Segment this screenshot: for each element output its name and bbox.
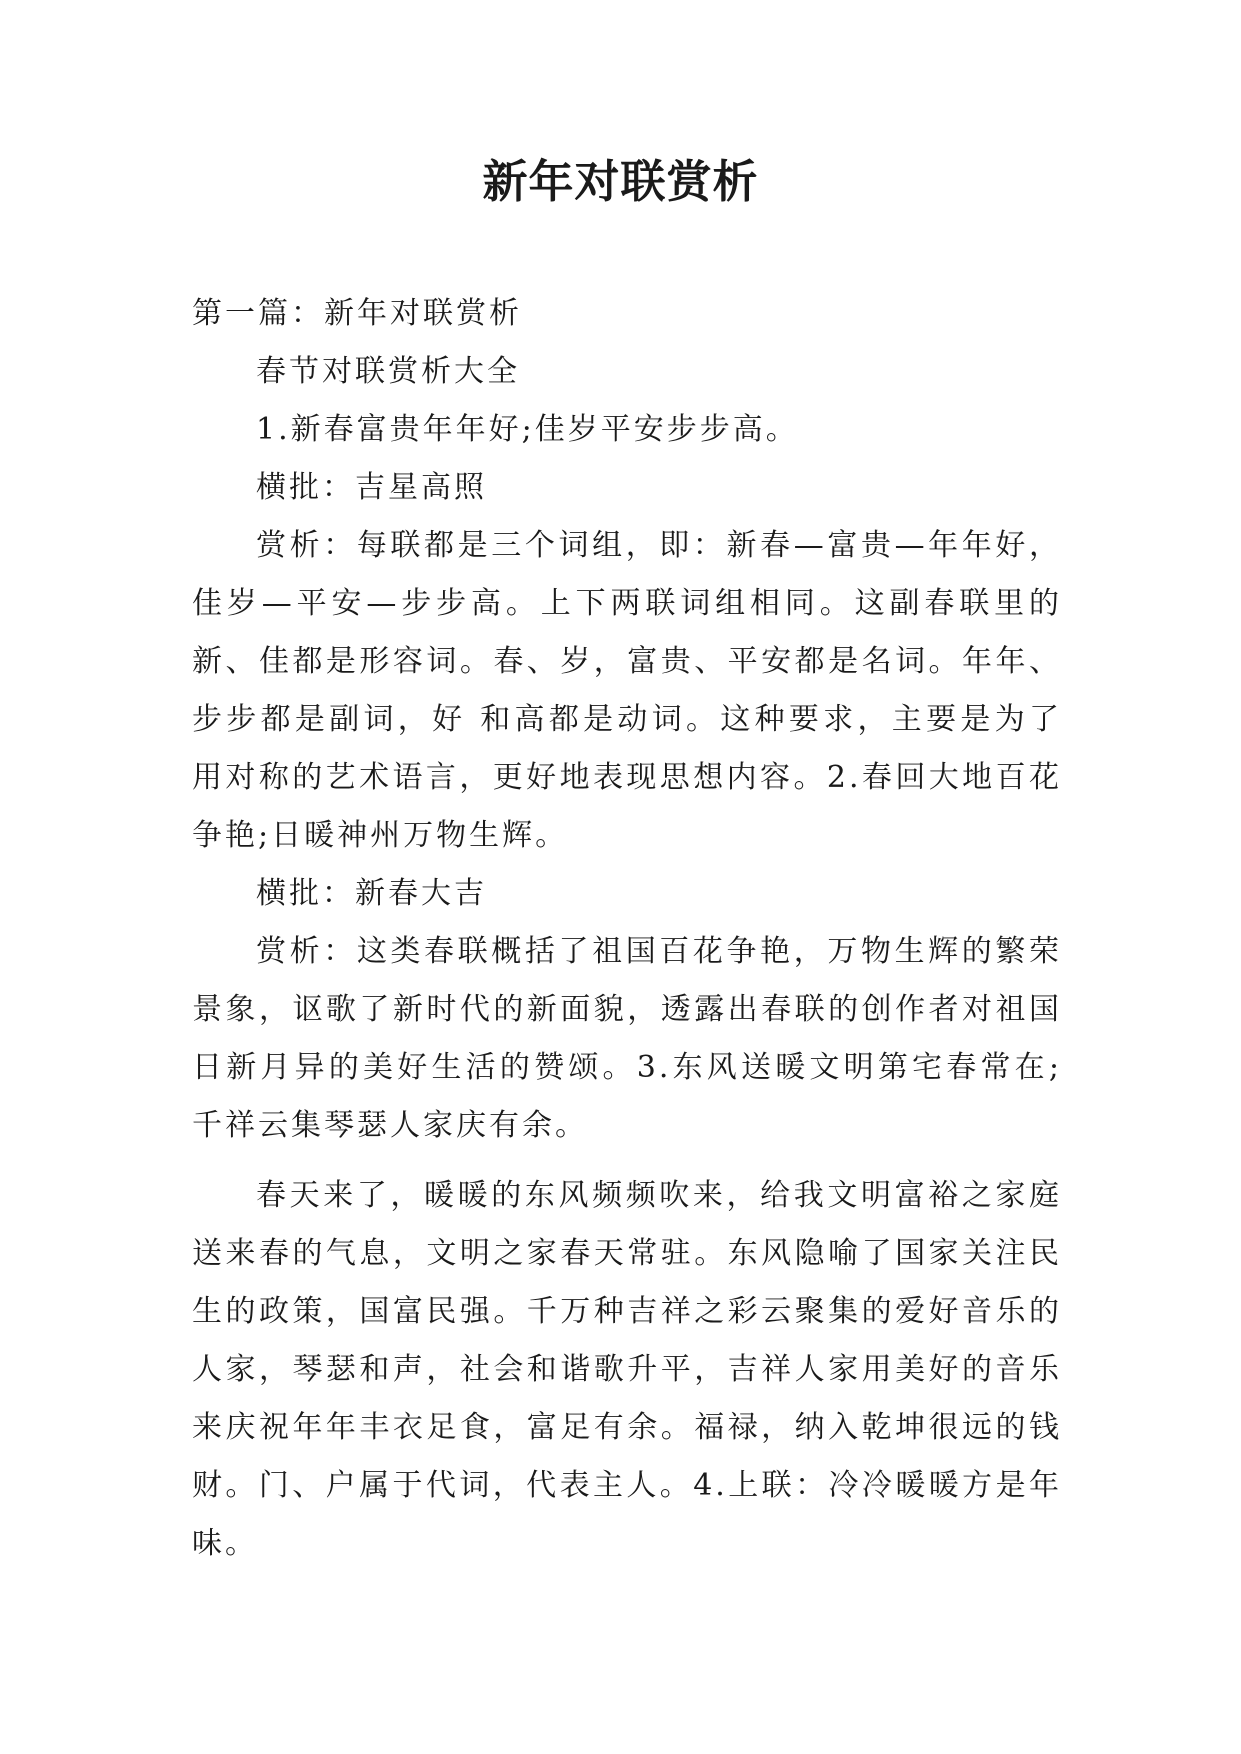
couplet-1: 1.新春富贵年年好;佳岁平安步步高。	[256, 412, 799, 447]
subheading: 春节对联赏析大全	[256, 354, 520, 389]
document-title: 新年对联赏析	[482, 155, 759, 208]
section-heading: 第一篇：新年对联赏析	[192, 296, 522, 331]
analysis-paragraph-2: 赏析：这类春联概括了祖国百花争艳，万物生辉的繁荣景象，讴歌了新时代的新面貌，透露出春联的创作者对祖国日新月异的美好生活的赞颂。3.东风送暖文明第宅春常在;千祥云集琴瑟人家庆有余。	[192, 934, 1062, 1143]
analysis-paragraph-3: 春天来了，暖暖的东风频频吹来，给我文明富裕之家庭送来春的气息，文明之家春天常驻。东风隐喻了国家关注民生的政策，国富民强。千万种吉祥之彩云聚集的爱好音乐的人家，琴瑟和声，社会和谐歌升平，吉祥人家用美好的音乐来庆祝年年丰衣足食，富足有余。福禄，纳入乾坤很远的钱财。门、户属于代词，代表主人。4.上联：冷冷暖暖方是年味。	[192, 1178, 1062, 1561]
analysis-paragraph-1: 赏析：每联都是三个词组，即：新春—富贵—年年好，佳岁—平安—步步高。上下两联词组相同。这副春联里的新、佳都是形容词。春、岁，富贵、平安都是名词。年年、步步都是副词，好 和高都是动词。这种要求，主要是为了用对称的艺术语言，更好地表现思想内容。2.春回大地百花争艳;日暖神州万物生辉。	[192, 528, 1062, 853]
horizontal-scroll-1: 横批：吉星高照	[256, 470, 487, 505]
horizontal-scroll-2: 横批：新春大吉	[256, 876, 487, 911]
document-body	[192, 285, 1062, 1573]
